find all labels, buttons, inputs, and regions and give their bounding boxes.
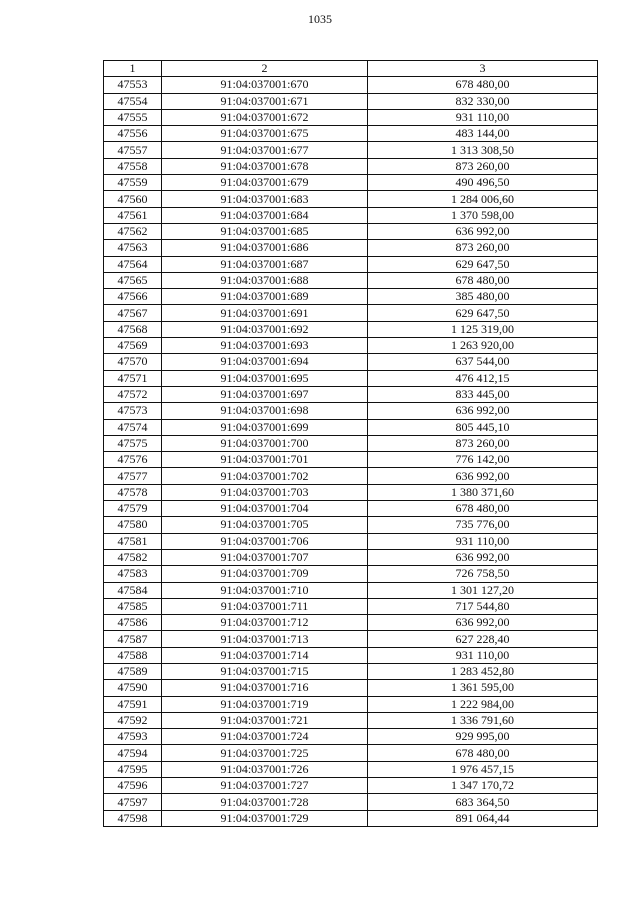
row-number-cell: 47564	[104, 256, 162, 272]
table-row	[104, 321, 598, 337]
table-row	[104, 778, 598, 794]
row-number-cell: 47567	[104, 305, 162, 321]
value-cell: 636 992,00	[368, 403, 598, 419]
row-number-cell: 47575	[104, 435, 162, 451]
table-row	[104, 370, 598, 386]
value-cell: 891 064,44	[368, 810, 598, 826]
cadastral-number-cell: 91:04:037001:693	[162, 338, 368, 354]
table-row	[104, 354, 598, 370]
row-number-cell: 47565	[104, 272, 162, 288]
table-row	[104, 566, 598, 582]
value-cell: 678 480,00	[368, 745, 598, 761]
row-number-cell: 47591	[104, 696, 162, 712]
cadastral-number-cell: 91:04:037001:683	[162, 191, 368, 207]
value-cell: 873 260,00	[368, 240, 598, 256]
value-cell: 636 992,00	[368, 223, 598, 239]
column-header-3: 3	[368, 61, 598, 77]
row-number-cell: 47570	[104, 354, 162, 370]
row-number-cell: 47571	[104, 370, 162, 386]
row-number-cell: 47553	[104, 77, 162, 93]
cadastral-number-cell: 91:04:037001:697	[162, 386, 368, 402]
value-cell: 1 313 308,50	[368, 142, 598, 158]
table-row	[104, 729, 598, 745]
value-cell: 627 228,40	[368, 631, 598, 647]
cadastral-number-cell: 91:04:037001:685	[162, 223, 368, 239]
table-row	[104, 810, 598, 826]
row-number-cell: 47592	[104, 712, 162, 728]
value-cell: 1 283 452,80	[368, 663, 598, 679]
cadastral-number-cell: 91:04:037001:724	[162, 729, 368, 745]
table-row	[104, 761, 598, 777]
table-row	[104, 582, 598, 598]
cadastral-number-cell: 91:04:037001:678	[162, 158, 368, 174]
value-cell: 1 263 920,00	[368, 338, 598, 354]
value-cell: 833 445,00	[368, 386, 598, 402]
value-cell: 1 347 170,72	[368, 778, 598, 794]
cadastral-number-cell: 91:04:037001:706	[162, 533, 368, 549]
cadastral-number-cell: 91:04:037001:687	[162, 256, 368, 272]
table-row	[104, 631, 598, 647]
column-header-2: 2	[162, 61, 368, 77]
cadastral-number-cell: 91:04:037001:719	[162, 696, 368, 712]
cadastral-number-cell: 91:04:037001:712	[162, 615, 368, 631]
cadastral-number-cell: 91:04:037001:695	[162, 370, 368, 386]
cadastral-number-cell: 91:04:037001:726	[162, 761, 368, 777]
value-cell: 1 125 319,00	[368, 321, 598, 337]
row-number-cell: 47581	[104, 533, 162, 549]
row-number-cell: 47576	[104, 452, 162, 468]
table-row	[104, 207, 598, 223]
table-row	[104, 338, 598, 354]
cadastral-number-cell: 91:04:037001:686	[162, 240, 368, 256]
row-number-cell: 47596	[104, 778, 162, 794]
value-cell: 678 480,00	[368, 272, 598, 288]
row-number-cell: 47566	[104, 289, 162, 305]
column-header-1: 1	[104, 61, 162, 77]
cadastral-number-cell: 91:04:037001:698	[162, 403, 368, 419]
table-row	[104, 289, 598, 305]
row-number-cell: 47554	[104, 93, 162, 109]
row-number-cell: 47578	[104, 484, 162, 500]
value-cell: 385 480,00	[368, 289, 598, 305]
row-number-cell: 47559	[104, 175, 162, 191]
row-number-cell: 47580	[104, 517, 162, 533]
table-row	[104, 240, 598, 256]
row-number-cell: 47585	[104, 598, 162, 614]
cadastral-number-cell: 91:04:037001:700	[162, 435, 368, 451]
row-number-cell: 47595	[104, 761, 162, 777]
table-row	[104, 305, 598, 321]
cadastral-number-cell: 91:04:037001:702	[162, 468, 368, 484]
value-cell: 1 976 457,15	[368, 761, 598, 777]
row-number-cell: 47562	[104, 223, 162, 239]
row-number-cell: 47597	[104, 794, 162, 810]
table-row	[104, 712, 598, 728]
value-cell: 1 380 371,60	[368, 484, 598, 500]
page-number: 1035	[308, 12, 332, 26]
cadastral-number-cell: 91:04:037001:694	[162, 354, 368, 370]
cadastral-number-cell: 91:04:037001:692	[162, 321, 368, 337]
table-row	[104, 663, 598, 679]
value-cell: 629 647,50	[368, 305, 598, 321]
cadastral-number-cell: 91:04:037001:715	[162, 663, 368, 679]
table-row	[104, 272, 598, 288]
row-number-cell: 47594	[104, 745, 162, 761]
cadastral-number-cell: 91:04:037001:713	[162, 631, 368, 647]
table-row	[104, 256, 598, 272]
value-cell: 873 260,00	[368, 158, 598, 174]
value-cell: 931 110,00	[368, 647, 598, 663]
row-number-cell: 47587	[104, 631, 162, 647]
value-cell: 735 776,00	[368, 517, 598, 533]
row-number-cell: 47584	[104, 582, 162, 598]
table-row	[104, 517, 598, 533]
table-row	[104, 175, 598, 191]
value-cell: 726 758,50	[368, 566, 598, 582]
cadastral-number-cell: 91:04:037001:688	[162, 272, 368, 288]
row-number-cell: 47558	[104, 158, 162, 174]
row-number-cell: 47561	[104, 207, 162, 223]
cadastral-number-cell: 91:04:037001:728	[162, 794, 368, 810]
cadastral-number-cell: 91:04:037001:714	[162, 647, 368, 663]
value-cell: 776 142,00	[368, 452, 598, 468]
table-row	[104, 403, 598, 419]
table-row	[104, 386, 598, 402]
cadastral-number-cell: 91:04:037001:701	[162, 452, 368, 468]
row-number-cell: 47588	[104, 647, 162, 663]
value-cell: 483 144,00	[368, 126, 598, 142]
value-cell: 1 370 598,00	[368, 207, 598, 223]
value-cell: 931 110,00	[368, 109, 598, 125]
table-row	[104, 419, 598, 435]
table-row	[104, 142, 598, 158]
value-cell: 636 992,00	[368, 549, 598, 565]
row-number-cell: 47568	[104, 321, 162, 337]
cadastral-number-cell: 91:04:037001:709	[162, 566, 368, 582]
cadastral-number-cell: 91:04:037001:691	[162, 305, 368, 321]
value-cell: 929 995,00	[368, 729, 598, 745]
table-row	[104, 680, 598, 696]
cadastral-number-cell: 91:04:037001:729	[162, 810, 368, 826]
table-row	[104, 484, 598, 500]
row-number-cell: 47556	[104, 126, 162, 142]
value-cell: 1 336 791,60	[368, 712, 598, 728]
value-cell: 636 992,00	[368, 468, 598, 484]
table-row	[104, 435, 598, 451]
row-number-cell: 47563	[104, 240, 162, 256]
cadastral-number-cell: 91:04:037001:689	[162, 289, 368, 305]
value-cell: 490 496,50	[368, 175, 598, 191]
cadastral-number-cell: 91:04:037001:675	[162, 126, 368, 142]
table-row	[104, 794, 598, 810]
table-row	[104, 93, 598, 109]
row-number-cell: 47577	[104, 468, 162, 484]
cadastral-number-cell: 91:04:037001:703	[162, 484, 368, 500]
cadastral-number-cell: 91:04:037001:670	[162, 77, 368, 93]
cadastral-number-cell: 91:04:037001:711	[162, 598, 368, 614]
row-number-cell: 47573	[104, 403, 162, 419]
row-number-cell: 47583	[104, 566, 162, 582]
value-cell: 1 284 006,60	[368, 191, 598, 207]
table-body	[104, 77, 598, 827]
row-number-cell: 47555	[104, 109, 162, 125]
value-cell: 931 110,00	[368, 533, 598, 549]
value-cell: 1 301 127,20	[368, 582, 598, 598]
table-row	[104, 191, 598, 207]
cadastral-number-cell: 91:04:037001:710	[162, 582, 368, 598]
cadastral-number-cell: 91:04:037001:704	[162, 501, 368, 517]
row-number-cell: 47579	[104, 501, 162, 517]
table-row	[104, 126, 598, 142]
table-row	[104, 549, 598, 565]
table-row	[104, 501, 598, 517]
data-table	[103, 60, 598, 827]
cadastral-number-cell: 91:04:037001:727	[162, 778, 368, 794]
row-number-cell: 47560	[104, 191, 162, 207]
table-header-row	[104, 61, 598, 77]
row-number-cell: 47586	[104, 615, 162, 631]
value-cell: 832 330,00	[368, 93, 598, 109]
table-row	[104, 647, 598, 663]
row-number-cell: 47590	[104, 680, 162, 696]
value-cell: 637 544,00	[368, 354, 598, 370]
table-row	[104, 598, 598, 614]
value-cell: 476 412,15	[368, 370, 598, 386]
table-row	[104, 745, 598, 761]
cadastral-number-cell: 91:04:037001:716	[162, 680, 368, 696]
table-row	[104, 615, 598, 631]
value-cell: 873 260,00	[368, 435, 598, 451]
table-row	[104, 533, 598, 549]
value-cell: 629 647,50	[368, 256, 598, 272]
cadastral-number-cell: 91:04:037001:721	[162, 712, 368, 728]
value-cell: 1 222 984,00	[368, 696, 598, 712]
row-number-cell: 47557	[104, 142, 162, 158]
cadastral-number-cell: 91:04:037001:699	[162, 419, 368, 435]
value-cell: 717 544,80	[368, 598, 598, 614]
table-row	[104, 452, 598, 468]
value-cell: 683 364,50	[368, 794, 598, 810]
table-row	[104, 77, 598, 93]
value-cell: 805 445,10	[368, 419, 598, 435]
row-number-cell: 47589	[104, 663, 162, 679]
row-number-cell: 47572	[104, 386, 162, 402]
table-row	[104, 696, 598, 712]
row-number-cell: 47569	[104, 338, 162, 354]
table-row	[104, 158, 598, 174]
cadastral-number-cell: 91:04:037001:684	[162, 207, 368, 223]
cadastral-number-cell: 91:04:037001:707	[162, 549, 368, 565]
cadastral-number-cell: 91:04:037001:705	[162, 517, 368, 533]
cadastral-number-cell: 91:04:037001:672	[162, 109, 368, 125]
row-number-cell: 47598	[104, 810, 162, 826]
value-cell: 636 992,00	[368, 615, 598, 631]
cadastral-number-cell: 91:04:037001:725	[162, 745, 368, 761]
value-cell: 678 480,00	[368, 77, 598, 93]
row-number-cell: 47593	[104, 729, 162, 745]
row-number-cell: 47574	[104, 419, 162, 435]
cadastral-number-cell: 91:04:037001:679	[162, 175, 368, 191]
cadastral-number-cell: 91:04:037001:677	[162, 142, 368, 158]
row-number-cell: 47582	[104, 549, 162, 565]
table-row	[104, 109, 598, 125]
cadastral-number-cell: 91:04:037001:671	[162, 93, 368, 109]
value-cell: 1 361 595,00	[368, 680, 598, 696]
table-row	[104, 468, 598, 484]
value-cell: 678 480,00	[368, 501, 598, 517]
table-row	[104, 223, 598, 239]
